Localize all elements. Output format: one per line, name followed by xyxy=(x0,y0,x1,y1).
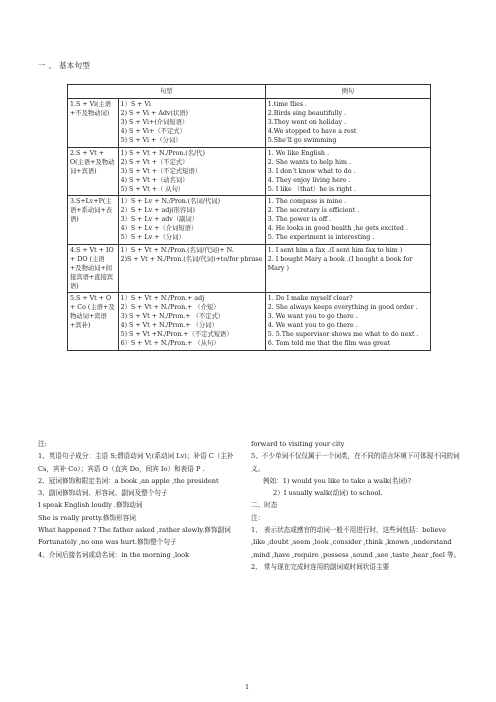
note-line: 4、介词后接名词或动名词：in the morning ,look xyxy=(38,550,190,559)
note-line: 二、时态 xyxy=(251,501,278,510)
form-line: 1）S + Vt + N./Pron.(名词/代词)+ N. xyxy=(120,246,234,254)
note-line: 5、不少单词不仅仅属于一个词类，在不同的语言环境下可体现不同的词义。 xyxy=(251,452,460,473)
example-line: 2. She always keeps everything in good order . xyxy=(267,304,418,312)
form-line: 5) S + Vt +N./Pron.+（不定式短语） xyxy=(120,331,233,339)
example-line: 1. I sent him a fax .(I sent him fax to him ) xyxy=(267,246,403,254)
pattern-cell: 2.S + Vt + O(主语+及物动词+宾语) xyxy=(68,147,119,195)
form-line: 3）S + Lv + adv（副词） xyxy=(120,216,199,224)
section-heading: 一 、 基本句型 xyxy=(38,61,91,70)
form-line: 2) S + Vi + Adv(状语) xyxy=(120,110,188,118)
example-line: 4. They enjoy living here . xyxy=(267,176,351,184)
example-line: 4. We want you to go there . xyxy=(267,322,358,330)
forms-cell xyxy=(118,244,265,292)
note-line: 2、冠词修饰和限定名词：a book ,an apple ,the president xyxy=(38,476,219,485)
note-line: 注: xyxy=(38,440,47,448)
pattern-cell: 5.S + Vt + O + Co (主语+及物动词+宾语+宾补) xyxy=(68,292,119,350)
example-line: 4.We stopped to have a rest xyxy=(267,128,357,136)
example-line: 3. I don’t know what to do . xyxy=(267,167,356,175)
form-line: 1）S + Vi xyxy=(120,101,151,109)
form-line: 3) S + Vt + N./Pron.+ （不定式） xyxy=(120,313,225,321)
examples-cell xyxy=(265,99,430,147)
note-line: She is really pretty.修饰形容词 xyxy=(38,513,136,522)
page-number: 1 xyxy=(245,683,250,691)
example-line: 2.Birds sing beautifully . xyxy=(267,110,347,118)
example-line: 5. The experiment is interesting . xyxy=(267,234,375,242)
example-line: 4. He looks in good health ,he gets excited . xyxy=(267,225,408,233)
note-line: What happened ? The father asked ,rather slowly.修饰副词 xyxy=(38,526,231,535)
header-example: 例句 xyxy=(265,85,430,99)
pattern-cell: 3.S+Lv+P(主语+系动词+表语) xyxy=(68,196,119,244)
pattern-cell: 4.S + Vt + IO + DO (主语+及物动词+间接宾语+直接宾语) xyxy=(68,244,119,292)
example-line: 5. 5.The supervisor shows me what to do next . xyxy=(267,331,419,339)
table-row xyxy=(68,244,431,292)
form-line: 4) S + Vt +（动名词） xyxy=(120,176,189,184)
note-line: 2）I usually walk(动词) to school. xyxy=(273,489,383,498)
forms-cell xyxy=(118,147,265,195)
form-line: 2) S + Vt +（不定式） xyxy=(120,158,189,166)
form-line: 6）S + Vt + N./Pron.+ （从句） xyxy=(120,340,220,348)
note-line: 1、英语句子成分：主语 S;谓语动词 V;(系动词 Lv)；补语 C（主补 Cs，宾补 Co）；宾语 O（直宾 Do，间宾 Io）和表语 P . xyxy=(38,452,234,473)
example-line: 2. I bought Mary a book .(I bought a book for Mary ) xyxy=(267,255,413,272)
form-line: 1）S + Lv + N./Pron.(名词/代词) xyxy=(120,198,221,206)
example-line: 5.She’ll go swimming xyxy=(267,137,337,145)
note-line: 3、副词修饰动词、形容词、副词及整个句子 xyxy=(38,489,168,498)
form-line: 2)S + Vt + N./Pron.(名词/代词)+to/for phrase xyxy=(120,255,263,263)
forms-cell xyxy=(118,99,265,147)
form-line: 2）S + Lv + adj(形容词) xyxy=(120,207,196,215)
example-line: 5. I like （that）he is right . xyxy=(267,185,356,193)
form-line: 4) S + Vi+（不定式） xyxy=(120,128,186,136)
notes-right-column xyxy=(251,438,461,573)
form-line: 3) S + Vt +（不定式短语） xyxy=(120,167,202,175)
note-line: 1、 表示状态或感官的动词一般不用进行时，这些词包括：believe ,like ,doubt ,seem ,look ,consider ,think ,known ,understand ,mind ,have ,require ,possess ,sound ,see ,taste ,hear ,feel 等。 xyxy=(251,526,461,559)
form-line: 4）S + Lv +（介词短语） xyxy=(120,225,198,233)
sentence-pattern-table xyxy=(67,84,431,351)
notes-left-column xyxy=(38,438,246,561)
table-header-row xyxy=(68,85,431,99)
examples-cell xyxy=(265,147,430,195)
examples-cell xyxy=(265,196,430,244)
form-line: 1）S + Vt + N./Pron.+ adj xyxy=(120,294,205,302)
example-line: 1. Do I make myself clear? xyxy=(267,294,353,302)
forms-cell xyxy=(118,292,265,350)
example-line: 3.They went on holiday . xyxy=(267,119,347,127)
table-row xyxy=(68,196,431,244)
examples-cell xyxy=(265,292,430,350)
example-line: 6. Tom told me that the film was great xyxy=(267,340,391,348)
table-row xyxy=(68,147,431,195)
examples-cell xyxy=(265,244,430,292)
example-line: 2. She wants to help him . xyxy=(267,158,351,166)
note-line: I speak English loudly .修饰动词 xyxy=(38,501,143,510)
note-line: 例如：1) would you like to take a walk(名词)? xyxy=(263,476,412,485)
table-row xyxy=(68,292,431,350)
form-line: 5) S + Vt +（ 从句） xyxy=(120,185,185,193)
form-line: 4) S + Vt + N./Pron.+ （分词） xyxy=(120,322,218,330)
example-line: 1. The compass is mine . xyxy=(267,198,347,206)
note-line: forward to visiting your city xyxy=(251,440,345,448)
table-row xyxy=(68,99,431,147)
note-line: Fortunately ,no one was hurt.修饰整个句子 xyxy=(38,538,177,547)
pattern-cell: 1.S + Vi(主语+不及物动词) xyxy=(68,99,119,147)
header-pattern: 句型 xyxy=(68,85,266,99)
forms-cell xyxy=(118,196,265,244)
example-line: 1.time flies . xyxy=(267,101,308,109)
note-line: 2、 常与现在完成时连用的副词或时间状语主要 xyxy=(251,562,390,571)
form-line: 5) S + Vi +（分词） xyxy=(120,137,182,145)
form-line: 5）S + Lv +（分词） xyxy=(120,234,185,242)
example-line: 3. The power is off . xyxy=(267,216,332,224)
example-line: 2. The secretary is efficient . xyxy=(267,207,360,215)
form-line: 2）S + Vt + N./Pron.+ （介短） xyxy=(120,304,220,312)
form-line: 1) S + Vt + N./Pron.(名/代) xyxy=(120,149,205,157)
example-line: 3. We want you to go there . xyxy=(267,313,358,321)
example-line: 1. We like English . xyxy=(267,149,329,157)
note-line: 注： xyxy=(251,513,265,522)
form-line: 3) S + Vi+(介词短语） xyxy=(120,119,189,127)
